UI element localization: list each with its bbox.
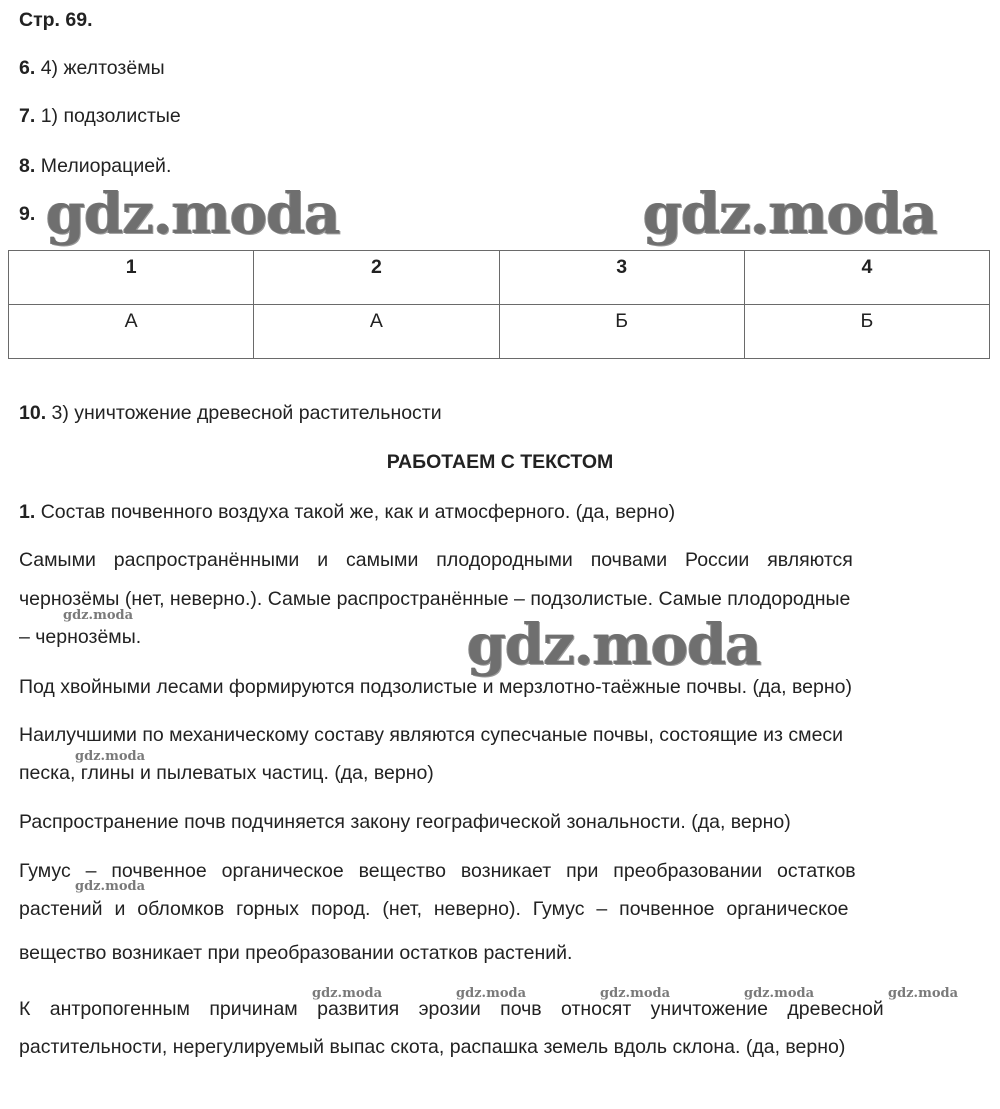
table-cell: А [9, 305, 254, 359]
watermark-small: gdz.moda [312, 986, 383, 1001]
table-cell: А [254, 305, 499, 359]
paragraph-7-line-2: растительности, нерегулируемый выпас скота, распашка земель вдоль склона. (да, верно) [19, 1036, 846, 1058]
table-cell: Б [744, 305, 989, 359]
page-reference-label: Стр. 69. [19, 9, 93, 31]
paragraph-6-line-2: растений и обломков горных пород. (нет, неверно). Гумус – почвенное органическое [19, 898, 849, 920]
answer-9-table [8, 250, 990, 359]
page-reference [19, 8, 93, 32]
paragraph-2-line-1 [19, 548, 980, 572]
answer-number: 7. [19, 105, 36, 127]
paragraph-6-line-1: Гумус – почвенное органическое вещество возникает при преобразовании остатков [19, 860, 856, 882]
answer-text: Мелиорацией. [40, 155, 172, 177]
answer-7 [19, 104, 181, 128]
paragraph-4-line-2: песка, глины и пылеватых частиц. (да, верно) [19, 762, 434, 784]
table-header-cell: 1 [9, 251, 254, 305]
watermark: gdz.moda [46, 181, 340, 247]
answer-number: 8. [19, 155, 36, 177]
answer-number: 6. [19, 57, 36, 79]
paragraph-3: Под хвойными лесами формируются подзолистые и мерзлотно-таёжные почвы. (да, верно) [19, 676, 852, 698]
section-title: РАБОТАЕМ С ТЕКСТОМ [386, 451, 614, 473]
watermark-small: gdz.moda [63, 608, 134, 623]
watermark-small: gdz.moda [744, 986, 815, 1001]
answer-text: 1) подзолистые [40, 105, 181, 127]
watermark-small: gdz.moda [75, 749, 146, 764]
watermark-small: gdz.moda [600, 986, 671, 1001]
answer-number: 10. [19, 402, 47, 424]
table-header-cell: 2 [254, 251, 499, 305]
watermark-small: gdz.moda [75, 879, 146, 894]
item-text: Состав почвенного воздуха такой же, как и атмосферного. (да, верно) [40, 501, 676, 523]
answer-number: 9. [19, 203, 36, 225]
answer-6 [19, 56, 165, 80]
paragraph-6-line-3: вещество возникает при преобразовании остатков растений. [19, 942, 573, 964]
table-header-row [9, 251, 990, 305]
item-number: 1. [19, 501, 36, 523]
watermark-small: gdz.moda [888, 986, 959, 1001]
paragraph-5: Распространение почв подчиняется закону географической зональности. (да, верно) [19, 811, 791, 833]
answer-9 [19, 202, 35, 226]
answer-text: 4) желтозёмы [40, 57, 165, 79]
watermark-small: gdz.moda [456, 986, 527, 1001]
text-item-1 [19, 500, 675, 524]
answer-8 [19, 154, 171, 178]
answer-10 [19, 401, 442, 425]
watermark: gdz.moda [643, 181, 937, 247]
table-row [9, 305, 990, 359]
paragraph-2-line-2: чернозёмы (нет, неверно.). Самые распространённые – подзолистые. Самые плодородные [19, 588, 851, 610]
table-cell: Б [499, 305, 744, 359]
table-header-cell: 4 [744, 251, 989, 305]
paragraph-text: Самыми распространёнными и самыми плодородными почвами России являются [19, 549, 853, 571]
paragraph-7-line-1: К антропогенным причинам развития эрозии почв относят уничтожение древесной [19, 998, 884, 1020]
paragraph-4-line-1: Наилучшими по механическому составу являются супесчаные почвы, состоящие из смеси [19, 724, 844, 746]
table-header-cell: 3 [499, 251, 744, 305]
watermark: gdz.moda [467, 612, 761, 678]
paragraph-2-line-3: – чернозёмы. [19, 626, 142, 648]
answer-text: 3) уничтожение древесной растительности [51, 402, 442, 424]
